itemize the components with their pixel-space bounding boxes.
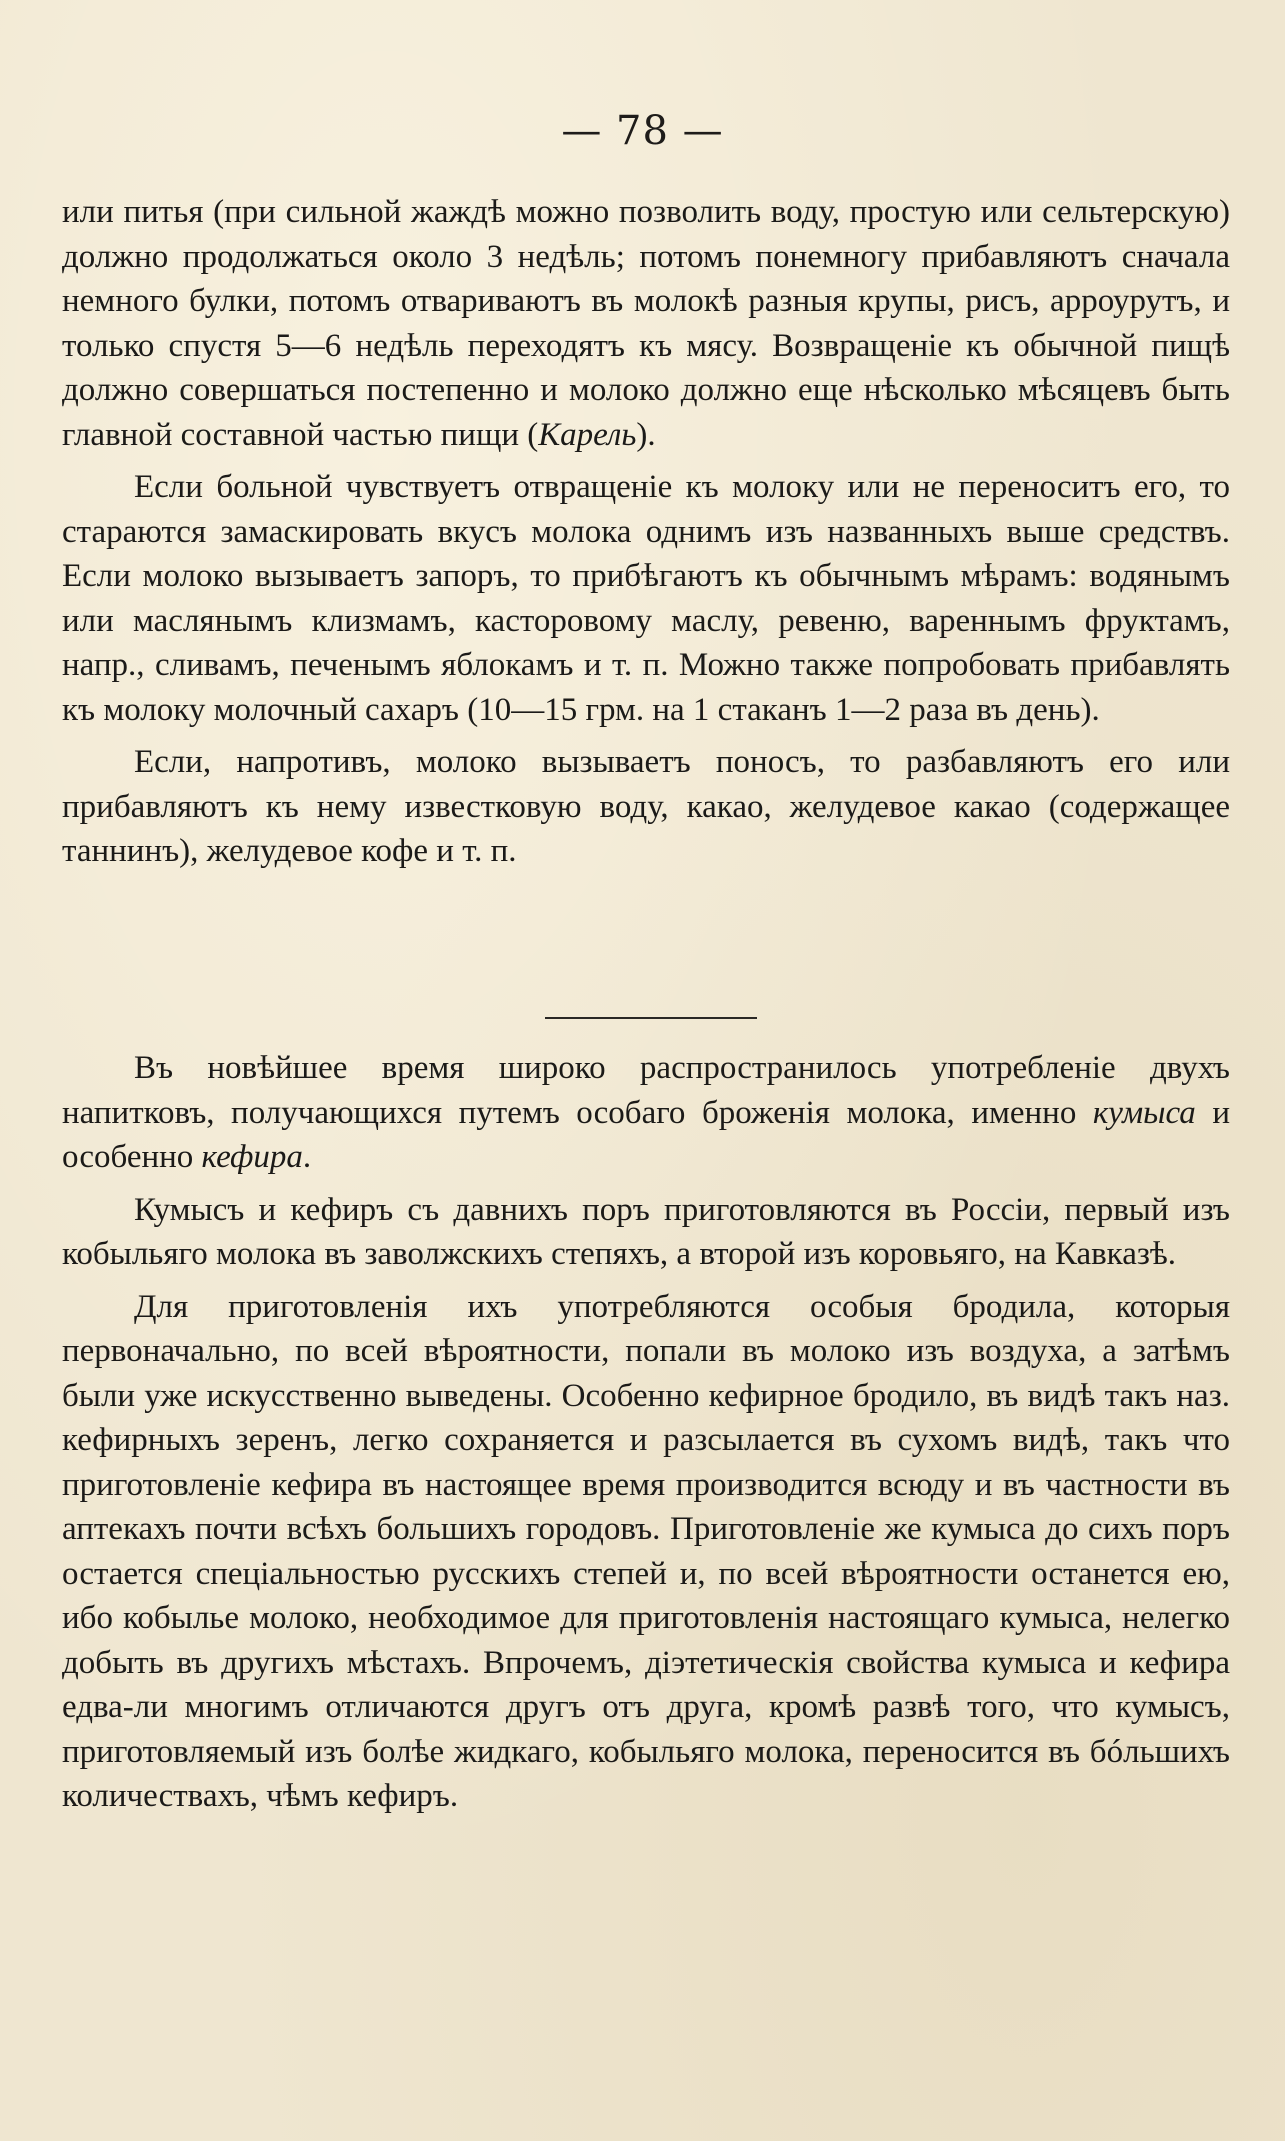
section-divider — [545, 1017, 757, 1019]
paragraph-preparation: Для приготовленія ихъ употребляются особыя бродила, которыя первоначально, по всей вѣроятности, попали въ молоко изъ воздуха, а затѣмъ были уже искусственно выведены. Особенно кефирное бродило, въ видѣ такъ наз. кефирныхъ зеренъ, легко сохраняется и разсылается въ сухомъ видѣ, такъ что приготовленіе кефира въ настоящее время производится всюду и въ частности въ аптекахъ почти всѣхъ большихъ городовъ. Приготовленіе же кумыса до сихъ поръ остается спеціальностью русскихъ степей и, по всей вѣроятности останется ею, ибо кобылье молоко, необходимое для приготовленія настоящаго кумыса, нелегко добыть въ другихъ мѣстахъ. Впрочемъ, діэтетическія свойства кумыса и кефира едва-ли многимъ отличаются другъ отъ друга, кромѣ развѣ того, что кумысъ, приготовляемый изъ болѣе жидкаго, кобыльяго молока, переносится въ бóльшихъ количествахъ, чѣмъ кефиръ. — [62, 1288, 1230, 1814]
paragraph-origin: Кумысъ и кефиръ съ давнихъ поръ приготовляются въ Россіи, первый изъ кобыльяго молока въ заволжскихъ степяхъ, а второй изъ коровьяго, на Кавказѣ. — [62, 1191, 1230, 1272]
paragraph-continued — [62, 190, 1230, 457]
paragraph-intro — [62, 1046, 1230, 1180]
paragraph-text: Въ новѣйшее время широко распространилось употребленіе двухъ напитковъ, получающихся путемъ особаго броженія молока, именно — [62, 1050, 1230, 1131]
text-section-milk-diet — [62, 190, 1230, 874]
term-kumys: кумыса — [1092, 1094, 1196, 1131]
paragraph-diarrhea: Если, напротивъ, молоко вызываетъ поносъ, то разбавляютъ его или прибавляютъ къ нему известковую воду, какао, желудевое какао (содержащее таннинъ), желудевое кофе и т. п. — [62, 744, 1230, 869]
text-section-kumys-kefir — [62, 1038, 1230, 1819]
paragraph-text-end: . — [302, 1139, 312, 1175]
paragraph-text-end: ). — [636, 416, 656, 453]
term-kefir: кефира — [201, 1139, 303, 1175]
author-citation: Карель — [538, 416, 637, 453]
paragraph-text: или питья (при сильной жаждѣ можно позволить воду, простую или сельтерскую) должно продолжаться около 3 недѣль; потомъ понемногу прибавляютъ сначала немного булки, потомъ отвариваютъ въ молокѣ разныя крупы, рисъ, арроурутъ, и только спустя 5—6 недѣль переходятъ къ мясу. Возвращеніе къ обычной пищѣ должно совершаться постепенно и молоко должно еще нѣсколько мѣсяцевъ быть главной составной частью пищи ( — [62, 194, 1230, 453]
paragraph-text: и особенно — [62, 1094, 1230, 1175]
page-number: — 78 — — [561, 108, 724, 154]
paragraph-aversion: Если больной чувствуетъ отвращеніе къ молоку или не переноситъ его, то стараются замаскировать вкусъ молока однимъ изъ названныхъ выше средствъ. Если молоко вызываетъ запоръ, то прибѣгаютъ къ обычнымъ мѣрамъ: водянымъ или маслянымъ клизмамъ, касторовому маслу, ревеню, вареннымъ фруктамъ, напр., сливамъ, печенымъ яблокамъ и т. п. Можно также попробовать прибавлять къ молоку молочный сахаръ (10—15 грм. на 1 стаканъ 1—2 раза въ день). — [62, 469, 1230, 728]
